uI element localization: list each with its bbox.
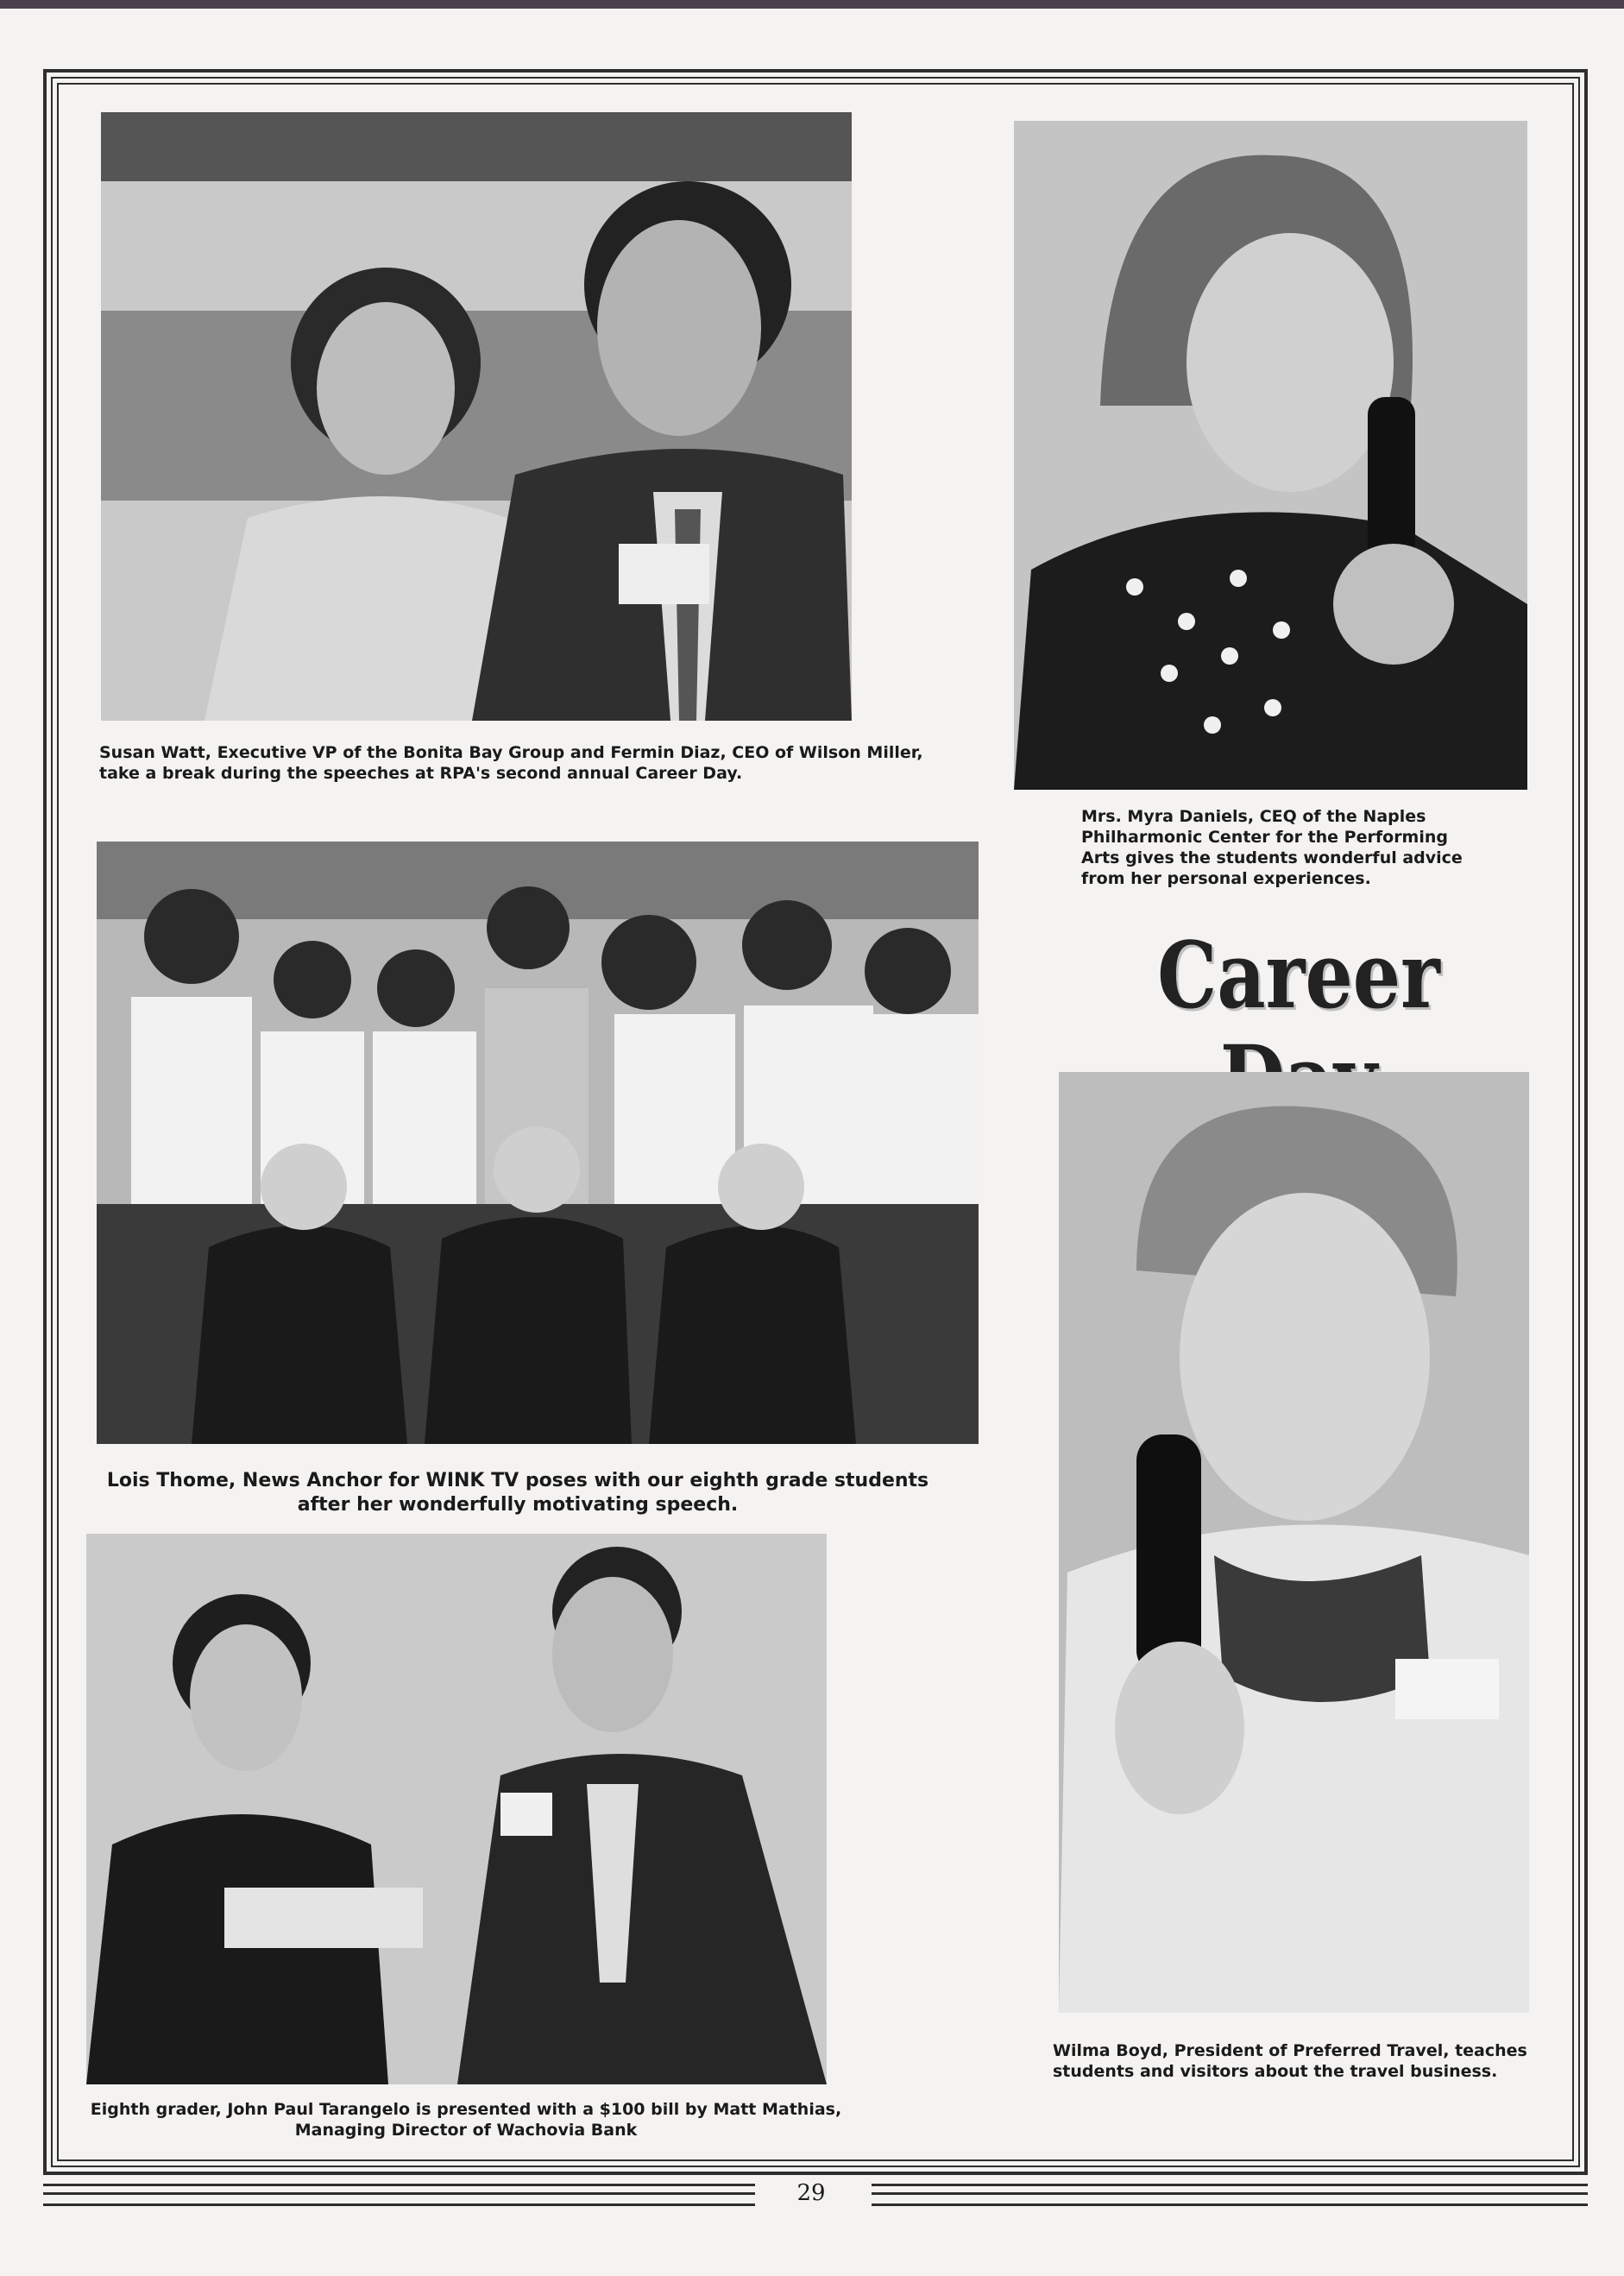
caption-wilma-boyd: Wilma Boyd, President of Preferred Travel, teaches students and visitors about the travel business. [1053,2041,1527,2081]
photo-lois-thome-group [97,842,979,1444]
footer-rule-right [872,2184,1588,2206]
caption-lois-thome: Lois Thome, News Anchor for WINK TV poses with our eighth grade students after her wonderfully motivating speech. [106,1470,929,1516]
yearbook-page [0,9,1624,2276]
photo-watt-diaz [101,112,852,721]
photo-myra-daniels [1014,121,1527,790]
page-title: Career [1157,921,1440,1029]
caption-myra-daniels: Mrs. Myra Daniels, CEQ of the Naples Philharmonic Center for the Performing Arts gives the students wonderful advice from her personal experiences. [1081,807,1463,888]
footer-rule-left [43,2184,755,2206]
page-number: 29 [796,2180,826,2206]
photo-tarangelo-mathias [86,1534,827,2084]
caption-tarangelo: Eighth grader, John Paul Tarangelo is presented with a $100 bill by Matt Mathias, Managing Director of Wachovia Bank [90,2100,842,2140]
photo-wilma-boyd [1059,1072,1529,2013]
caption-watt-diaz: Susan Watt, Executive VP of the Bonita Bay Group and Fermin Diaz, CEO of Wilson Miller, take a break during the speeches at RPA's second annual Career Day. [99,743,923,783]
